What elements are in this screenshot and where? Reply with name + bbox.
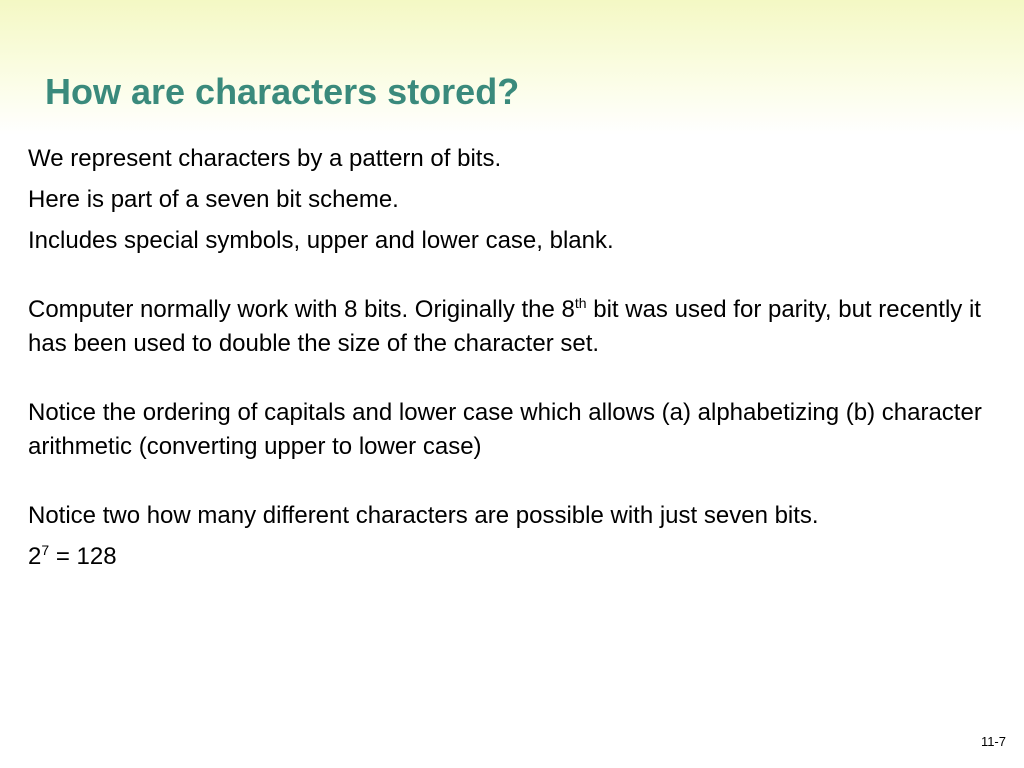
parity-text-start: Computer normally work with 8 bits. Originally the 8 bbox=[28, 296, 575, 323]
page-title: How are characters stored? bbox=[45, 71, 520, 112]
formula-line bbox=[28, 540, 988, 574]
formula-result: = 128 bbox=[49, 543, 117, 570]
formula-exponent: 7 bbox=[41, 542, 50, 558]
slide-body bbox=[28, 142, 988, 581]
parity-text-end: bit was used for parity, but recently it has been used to double the size of the character set. bbox=[28, 296, 981, 357]
formula-base: 2 bbox=[28, 543, 42, 570]
ordering-paragraph: Notice the ordering of capitals and lower case which allows (a) alphabetizing (b) character arithmetic (converting upper to lower case) bbox=[28, 399, 982, 460]
body-line-2: Here is part of a seven bit scheme. bbox=[28, 186, 399, 213]
parity-paragraph bbox=[28, 293, 988, 361]
body-line-1: We represent characters by a pattern of bits. bbox=[28, 145, 502, 172]
ordinal-superscript: th bbox=[574, 295, 587, 311]
body-line-3: Includes special symbols, upper and lower case, blank. bbox=[28, 227, 614, 254]
page-number: 11-7 bbox=[980, 734, 1006, 749]
possibilities-paragraph: Notice two how many different characters are possible with just seven bits. bbox=[28, 502, 819, 529]
